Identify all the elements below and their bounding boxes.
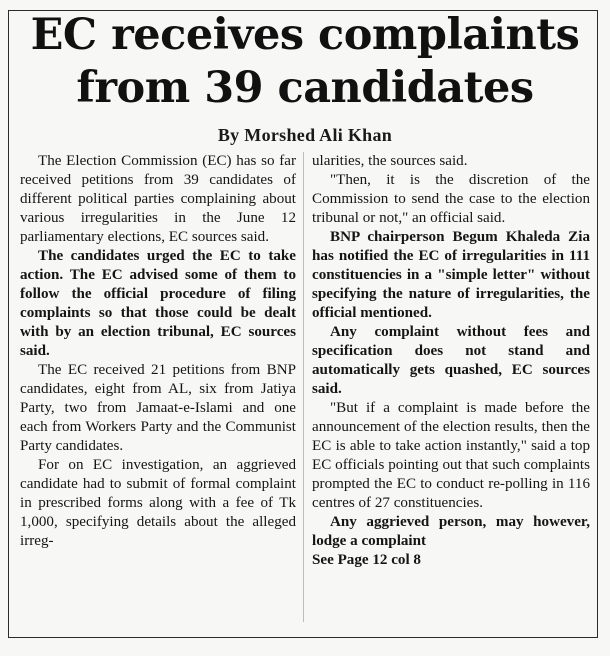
paragraph: For on EC investigation, an aggrieved candidate had to submit of formal complaint in prescribed forms along with a fee of Tk 1,000, specifying details about the alleged irreg- xyxy=(20,457,296,549)
byline: By Morshed Ali Khan xyxy=(217,125,393,145)
right-column xyxy=(312,152,590,570)
headline-line-2: from 39 candidates xyxy=(76,63,534,113)
column-divider xyxy=(303,152,304,622)
paragraph: BNP chairperson Begum Khaleda Zia has notified the EC of irregularities in 111 constituencies in a "simple letter" without specifying the nature of irregularities, the official mentioned. xyxy=(312,229,590,321)
paragraph: "But if a complaint is made before the announcement of the election results, then the EC is able to take action instantly," said a top EC officials pointing out that such complaints prompted the EC to conduct re-polling in 116 centres of 27 constituencies. xyxy=(312,400,590,511)
left-column xyxy=(20,152,296,551)
headline-line-1: EC receives complaints xyxy=(30,10,580,60)
paragraph: Any aggrieved person, may however, lodge a complaint xyxy=(312,514,590,549)
continuation-note: See Page 12 col 8 xyxy=(312,552,421,568)
paragraph: The EC received 21 petitions from BNP candidates, eight from AL, six from Jatiya Party, two from Jamaat-e-Islami and one each from Workers Party and the Communist Party candidates. xyxy=(20,362,296,454)
paragraph: The Election Commission (EC) has so far received petitions from 39 candidates of different political parties complaining about various irregularities in the June 12 parliamentary elections, EC sources said. xyxy=(20,153,296,245)
paragraph: The candidates urged the EC to take action. The EC advised some of them to follow the official procedure of filing complaints so that those could be dealt with by an election tribunal, EC sources said. xyxy=(20,248,296,359)
paragraph: Any complaint without fees and specification does not stand and automatically gets quashed, EC sources said. xyxy=(312,324,590,397)
paragraph: ularities, the sources said. xyxy=(312,153,468,169)
paragraph: "Then, it is the discretion of the Commission to send the case to the election tribunal or not," an official said. xyxy=(312,172,590,226)
